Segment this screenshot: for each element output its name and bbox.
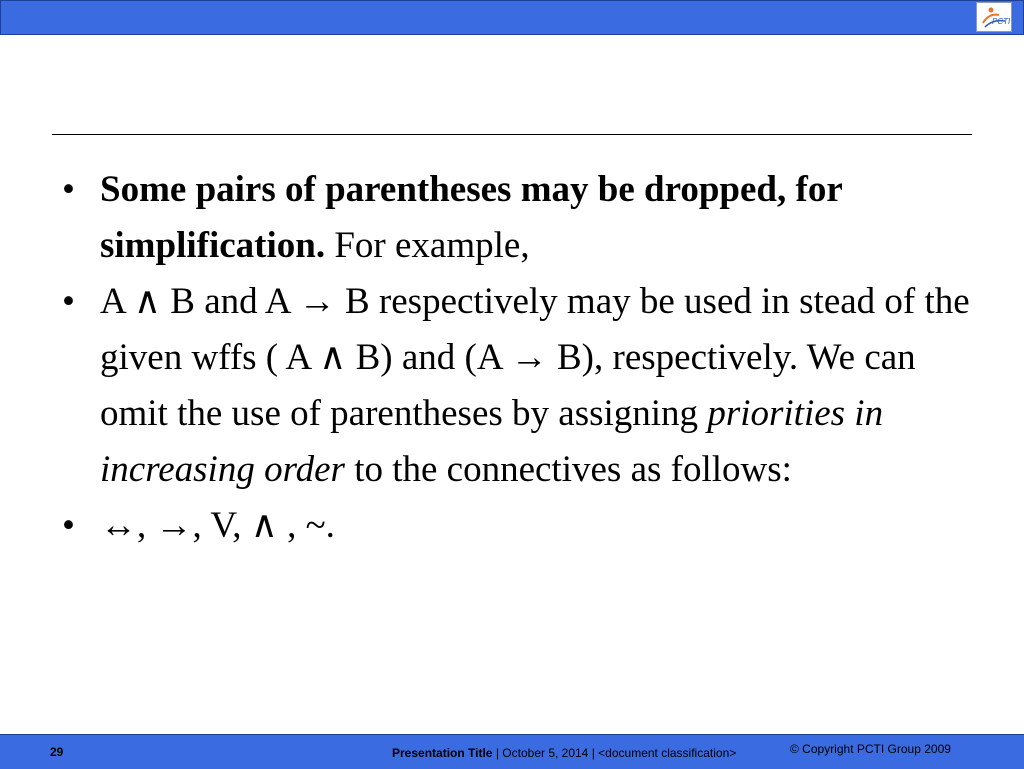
bullet-1-bold-text: Some pairs of parentheses may be dropped, for simplification. [100,169,843,266]
logo-text: PCTI [992,17,1011,26]
bullet-marker: • [62,169,75,210]
bullet-2-italic-text: priorities in increasing order [100,393,884,490]
title-divider [52,134,972,135]
footer-bar [0,734,1024,769]
header-bar [0,0,1024,35]
bullet-marker: • [62,281,75,322]
bullet-marker: • [62,505,75,546]
page-number: 29 [50,745,64,759]
slide-body [62,162,972,554]
presentation-title: Presentation Title [392,746,493,760]
bullet-3 [62,498,972,554]
footer-date: October 5, 2014 [502,746,589,760]
footer-separator: | [495,746,499,760]
footer-info [392,746,737,768]
pcti-logo-icon [977,3,1011,31]
document-classification: <document classification> [598,746,737,760]
bullet-1-text: For example, [325,225,530,266]
pcti-logo [976,2,1012,32]
copyright-notice: © Copyright PCTI Group 2009 [790,742,951,756]
footer-separator: | [591,746,595,760]
bullet-2 [62,274,972,498]
bullet-3-text: ↔, →, V, ∧ , ~. [100,505,335,546]
bullet-1 [62,162,972,274]
bullet-2-text-2: to the connectives as follows: [344,449,792,490]
bullet-2-text-1: A ∧ B and A → B respectively may be used in stead of the given wffs ( A ∧ B) and (A → B), respectively. We can omit the use of parentheses by assigning [100,281,970,434]
